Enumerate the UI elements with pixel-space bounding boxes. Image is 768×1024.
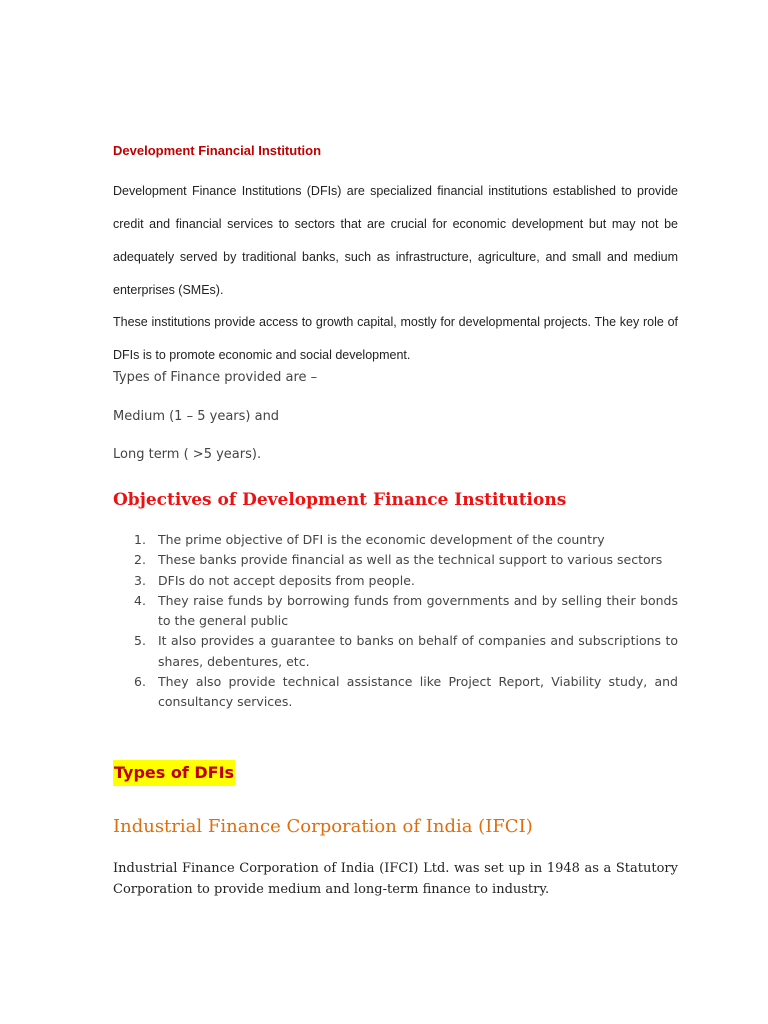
finance-type-medium: Medium (1 – 5 years) and [113, 409, 280, 424]
list-text: DFIs do not accept deposits from people. [158, 572, 415, 588]
list-text: They also provide technical assistance like Project Report, Viability study, and consultancy services. [158, 674, 678, 710]
list-text: These banks provide financial as well as the technical support to various sectors [158, 552, 663, 568]
list-text: It also provides a guarantee to banks on behalf of companies and subscriptions to shares, debentures, etc. [158, 633, 678, 669]
section-title: Development Financial Institution [113, 143, 322, 158]
role-paragraph: These institutions provide access to growth capital, mostly for developmental projects. The key role of DFIs is to promote economic and social development. [113, 315, 678, 362]
list-item [113, 530, 678, 550]
list-number: 2. [134, 552, 146, 568]
objectives-list [113, 530, 678, 713]
list-number: 6. [134, 674, 146, 690]
list-item [113, 591, 678, 632]
list-number: 1. [134, 532, 146, 547]
objectives-heading: Objectives of Development Finance Institutions [113, 490, 567, 510]
list-number: 5. [134, 633, 146, 649]
ifci-paragraph: Industrial Finance Corporation of India (IFCI) Ltd. was set up in 1948 as a Statutory Corporation to provide medium and long-term finance to industry. [113, 861, 678, 897]
finance-types-intro: Types of Finance provided are – [113, 370, 318, 385]
intro-paragraph: Development Finance Institutions (DFIs) are specialized financial institutions established to provide credit and financial services to sectors that are crucial for economic development but may not be adequately served by traditional banks, such as infrastructure, agriculture, and small and medium enterprises (SMEs). [113, 184, 678, 297]
list-item [113, 571, 678, 591]
list-item [113, 631, 678, 672]
finance-type-long: Long term ( >5 years). [113, 447, 262, 462]
ifci-heading: Industrial Finance Corporation of India (IFCI) [113, 816, 533, 837]
list-item [113, 550, 678, 570]
list-text: They raise funds by borrowing funds from governments and by selling their bonds to the general public [158, 592, 678, 629]
list-number: 3. [134, 572, 146, 588]
types-heading: Types of DFIs [113, 760, 235, 786]
list-item [113, 672, 678, 713]
list-number: 4. [134, 592, 146, 608]
list-text: The prime objective of DFI is the economic development of the country [158, 532, 605, 547]
